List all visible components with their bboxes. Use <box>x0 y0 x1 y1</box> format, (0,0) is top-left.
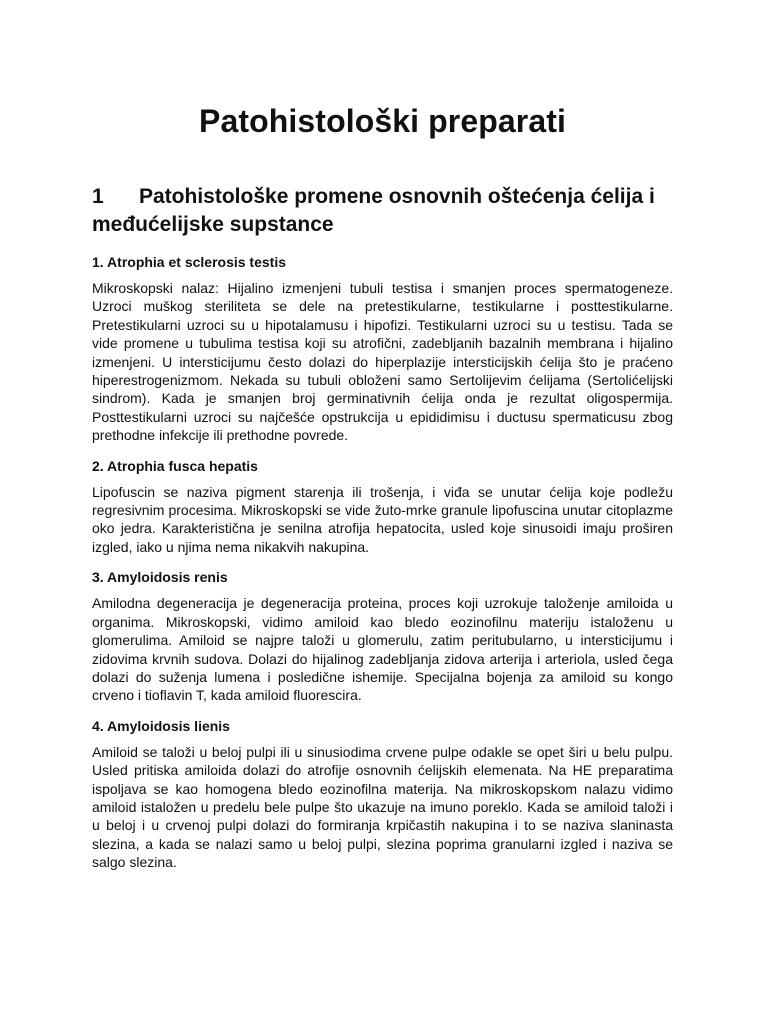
section-heading: 1. Atrophia et sclerosis testis <box>92 254 286 270</box>
section-amyloidosis-renis <box>92 567 673 704</box>
chapter-title: Patohistološke promene osnovnih oštećenja ćelija i međućelijske supstance <box>92 185 655 236</box>
section-body: Amiloid se taloži u beloj pulpi ili u sinusiodima crvene pulpe odakle se opet širi u belu pulpu. Usled pritiska amiloida dolazi do atrofije osnovnih ćelijskih elemenata. Na HE preparatima ispoljava se kao homogena bledo eozinofilna materija. Na mikroskopskom nalazu vidimo amiloid istaložen u predelu bele pulpe što ukazuje na imuno poreklo. Kada se amiloid taloži i u beloj i u crvenoj pulpi dolazi do formiranja krpičastih nakupina i to se naziva slaninasta slezina, a kada se nalazi samo u beloj pulpi, slezina poprima granularni izgled i naziva se salgo slezina. <box>92 743 673 871</box>
section-body: Amilodna degeneracija je degeneracija proteina, proces koji uzrokuje taloženje amiloida u organima. Mikroskopski, vidimo amiloid kao bledo eozinofilnu materiju istaloženu u glomerulima. Amiloid se najpre taloži u glomerulu, zatim peritubularno, u intersticijumu i zidovima krvnih sudova. Dolazi do hijalinog zadebljanja zidova arterija i arteriola, usled čega dolazi do suženja lumena i posledične ishemije. Specijalna bojenja za amiloid su kongo crveno i tioflavin T, kada amiloid fluorescira. <box>92 595 673 704</box>
document-page <box>92 0 673 872</box>
chapter-heading <box>92 183 673 239</box>
section-heading: 3. Amyloidosis renis <box>92 569 228 586</box>
chapter-number: 1 <box>92 185 104 208</box>
section-heading: 4. Amyloidosis lienis <box>92 717 230 734</box>
section-atrophia-testis <box>92 252 673 445</box>
document-title: Patohistološki preparati <box>199 103 566 139</box>
section-body: Mikroskopski nalaz: Hijalino izmenjeni tubuli testisa i smanjen proces spermatogeneze. Uzroci muškog steriliteta se dele na pretestikularne, testikularne i posttestikularne. Pretestikularni uzroci su u hipotalamusu i hipofizi. Testikularni uzroci su u testisu. Tada se vide promene u tubulima testisa koji su atrofični, zadebljanih bazalnih membrana i hijalino izmenjeni. U intersticijumu često dolazi do hiperplazije intersticijskih ćelija što je praćeno hiperestrogenizmom. Nekada su tubuli obloženi samo Sertolijevim ćelijama (Sertolićelijski sindrom). Kada je smanjen broj germinativnih ćelija onda je rezultat oligospermija. Posttestikularni uzroci su najčešće opstrukcija u epididimisu i ductusu spermaticusu zbog prethodne infekcije ili prethodne povrede. <box>92 280 673 444</box>
section-heading: 2. Atrophia fusca hepatis <box>92 457 258 474</box>
section-body: Lipofuscin se naziva pigment starenja ili trošenja, i viđa se unutar ćelija koje podležu regresivnim procesima. Mikroskopski se vide žuto-mrke granule lipofuscina unutar citoplazme oko jedra. Karakteristična je senilna atrofija hepatocita, usled koje sinusoidi imaju proširen izgled, iako u njima nema nikakvih nakupina. <box>92 483 673 555</box>
section-atrophia-hepatis <box>92 456 673 557</box>
section-amyloidosis-lienis <box>92 716 673 872</box>
